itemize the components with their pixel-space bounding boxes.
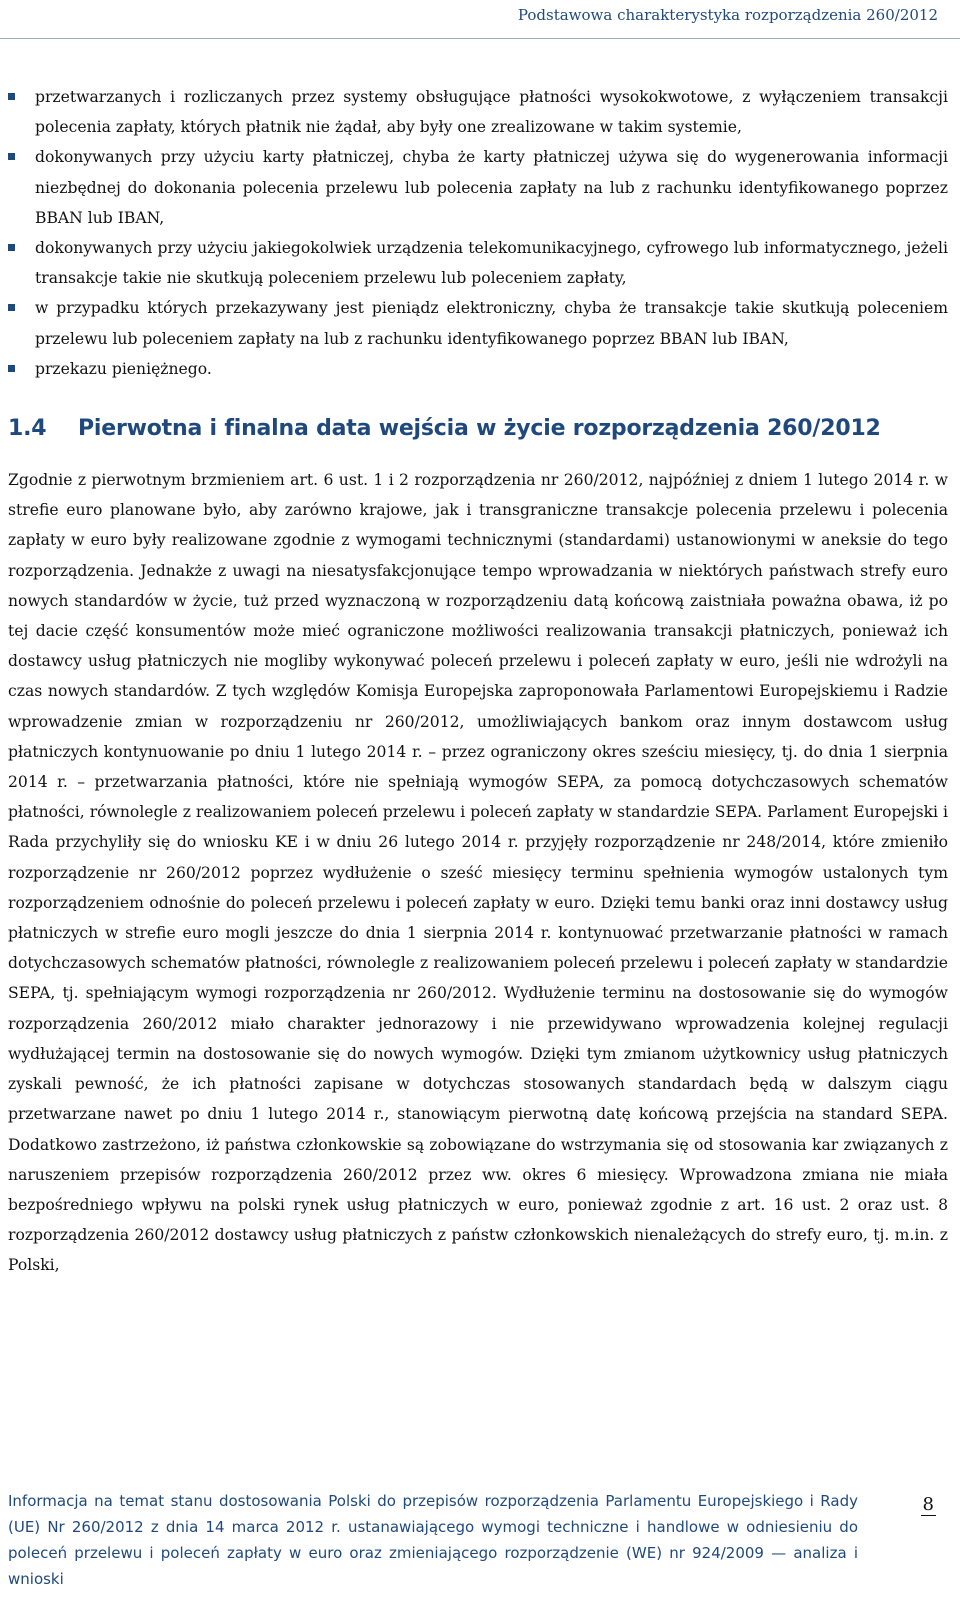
list-item [8, 142, 948, 233]
list-item-text: przetwarzanych i rozliczanych przez systemy obsługujące płatności wysokokwotowe, z wyłączeniem transakcji polecenia zapłaty, których płatnik nie żądał, aby były one zrealizowane w takim systemie, [35, 88, 948, 137]
square-bullet-icon [8, 93, 15, 100]
list-item-text: dokonywanych przy użyciu jakiegokolwiek urządzenia telekomunikacyjnego, cyfrowego lub informatycznego, jeżeli transakcje takie nie skutkują poleceniem przelewu lub poleceniem zapłaty, [35, 239, 948, 288]
square-bullet-icon [8, 153, 15, 160]
list-item-text: przekazu pieniężnego. [35, 359, 212, 378]
running-header: Podstawowa charakterystyka rozporządzenia 260/2012 [517, 6, 938, 24]
footer-text: Informacja na temat stanu dostosowania Polski do przepisów rozporządzenia Parlamentu Europejskiego i Rady (UE) Nr 260/2012 z dnia 14 marca 2012 r. ustanawiającego wymogi techniczne i handlowe w odniesieniu do poleceń przelewu i poleceń zapłaty w euro oraz zmieniającego rozporządzenie (WE) nr 924/2009 — analiza i wnioski [8, 1492, 858, 1588]
page-number: 8 [922, 1494, 934, 1515]
section-heading [8, 416, 948, 441]
square-bullet-icon [8, 304, 15, 311]
list-item [8, 233, 948, 293]
list-item-text: w przypadku których przekazywany jest pieniądz elektroniczny, chyba że transakcje takie skutkują poleceniem przelewu lub poleceniem zapłaty na lub z rachunku identyfikowanego poprzez BBAN lub IBAN, [35, 299, 948, 348]
square-bullet-icon [8, 365, 15, 372]
square-bullet-icon [8, 244, 15, 251]
section-number: 1.4 [8, 416, 47, 442]
body-paragraph: Zgodnie z pierwotnym brzmieniem art. 6 ust. 1 i 2 rozporządzenia nr 260/2012, najpóźniej z dniem 1 lutego 2014 r. w strefie euro planowane było, aby zarówno krajowe, jak i transgraniczne transakcje polecenia przelewu i polecenia zapłaty w euro były realizowane zgodnie z wymogami technicznymi (standardami) ustanowionymi w aneksie do tego rozporządzenia. Jednakże z uwagi na niesatysfakcjonujące tempo wprowadzania w niektórych państwach strefy euro nowych standardów w życie, tuż przed wyznaczoną w rozporządzeniu datą końcową zaistniała poważna obawa, iż po tej dacie część konsumentów może mieć ograniczone możliwości realizowania transakcji płatniczych, ponieważ ich dostawcy usług płatniczych nie mogliby wykonywać poleceń przelewu i poleceń zapłaty w euro, jeśli nie wdrożyli na czas nowych standardów. Z tych względów Komisja Europejska zaproponowała Parlamentowi Europejskiemu i Radzie wprowadzenie zmian w rozporządzeniu nr 260/2012, umożliwiających bankom oraz innym dostawcom usług płatniczych kontynuowanie po dniu 1 lutego 2014 r. – przez ograniczony okres sześciu miesięcy, tj. do dnia 1 sierpnia 2014 r. – przetwarzania płatności, które nie spełniają wymogów SEPA, za pomocą dotychczasowych schematów płatności, równolegle z realizowaniem poleceń przelewu i poleceń zapłaty w standardzie SEPA. Parlament Europejski i Rada przychyliły się do wniosku KE i w dniu 26 lutego 2014 r. przyjęły rozporządzenie nr 248/2014, które zmieniło rozporządzenie nr 260/2012 poprzez wydłużenie o sześć miesięcy terminu spełnienia wymogów ustalonych tym rozporządzeniem odnośnie do poleceń przelewu i poleceń zapłaty w euro. Dzięki temu banki oraz inni dostawcy usług płatniczych w strefie euro mogli jeszcze do dnia 1 sierpnia 2014 r. kontynuować przetwarzanie płatności w ramach dotychczasowych schematów płatności, równolegle z realizowaniem poleceń przelewu i poleceń zapłaty w standardzie SEPA, tj. spełniającym wymogi rozporządzenia nr 260/2012. Wydłużenie terminu na dostosowanie się do wymogów rozporządzenia 260/2012 miało charakter jednorazowy i nie przewidywano wprowadzenia kolejnej regulacji wydłużającej termin na dostosowanie się do nowych wymogów. Dzięki tym zmianom użytkownicy usług płatniczych zyskali pewność, że ich płatności zapisane w dotychczas stosowanych standardach będą w dalszym ciągu przetwarzane nawet po dniu 1 lutego 2014 r., stanowiącym pierwotną datę końcową przejścia na standard SEPA. Dodatkowo zastrzeżono, iż państwa członkowskie są zobowiązane do wstrzymania się od stosowania kar związanych z naruszeniem przepisów rozporządzenia 260/2012 przez ww. okres 6 miesięcy. Wprowadzona zmiana nie miała bezpośredniego wpływu na polski rynek usług płatniczych w euro, ponieważ zgodnie z art. 16 ust. 2 oraz ust. 8 rozporządzenia 260/2012 dostawcy usług płatniczych z państw członkowskich nienależących do strefy euro, tj. m.in. z Polski, [8, 471, 948, 1275]
list-item [8, 354, 948, 384]
exclusions-list [8, 82, 948, 384]
list-item [8, 293, 948, 353]
section-title: Pierwotna i finalna data wejścia w życie rozporządzenia 260/2012 [78, 416, 881, 442]
list-item [8, 82, 948, 142]
header-divider [0, 38, 960, 39]
page-footer [8, 1488, 948, 1588]
page-content [8, 82, 948, 1281]
list-item-text: dokonywanych przy użyciu karty płatniczej, chyba że karty płatniczej używa się do wygenerowania informacji niezbędnej do dokonania polecenia przelewu lub polecenia zapłaty na lub z rachunku identyfikowanego poprzez BBAN lub IBAN, [35, 148, 948, 227]
